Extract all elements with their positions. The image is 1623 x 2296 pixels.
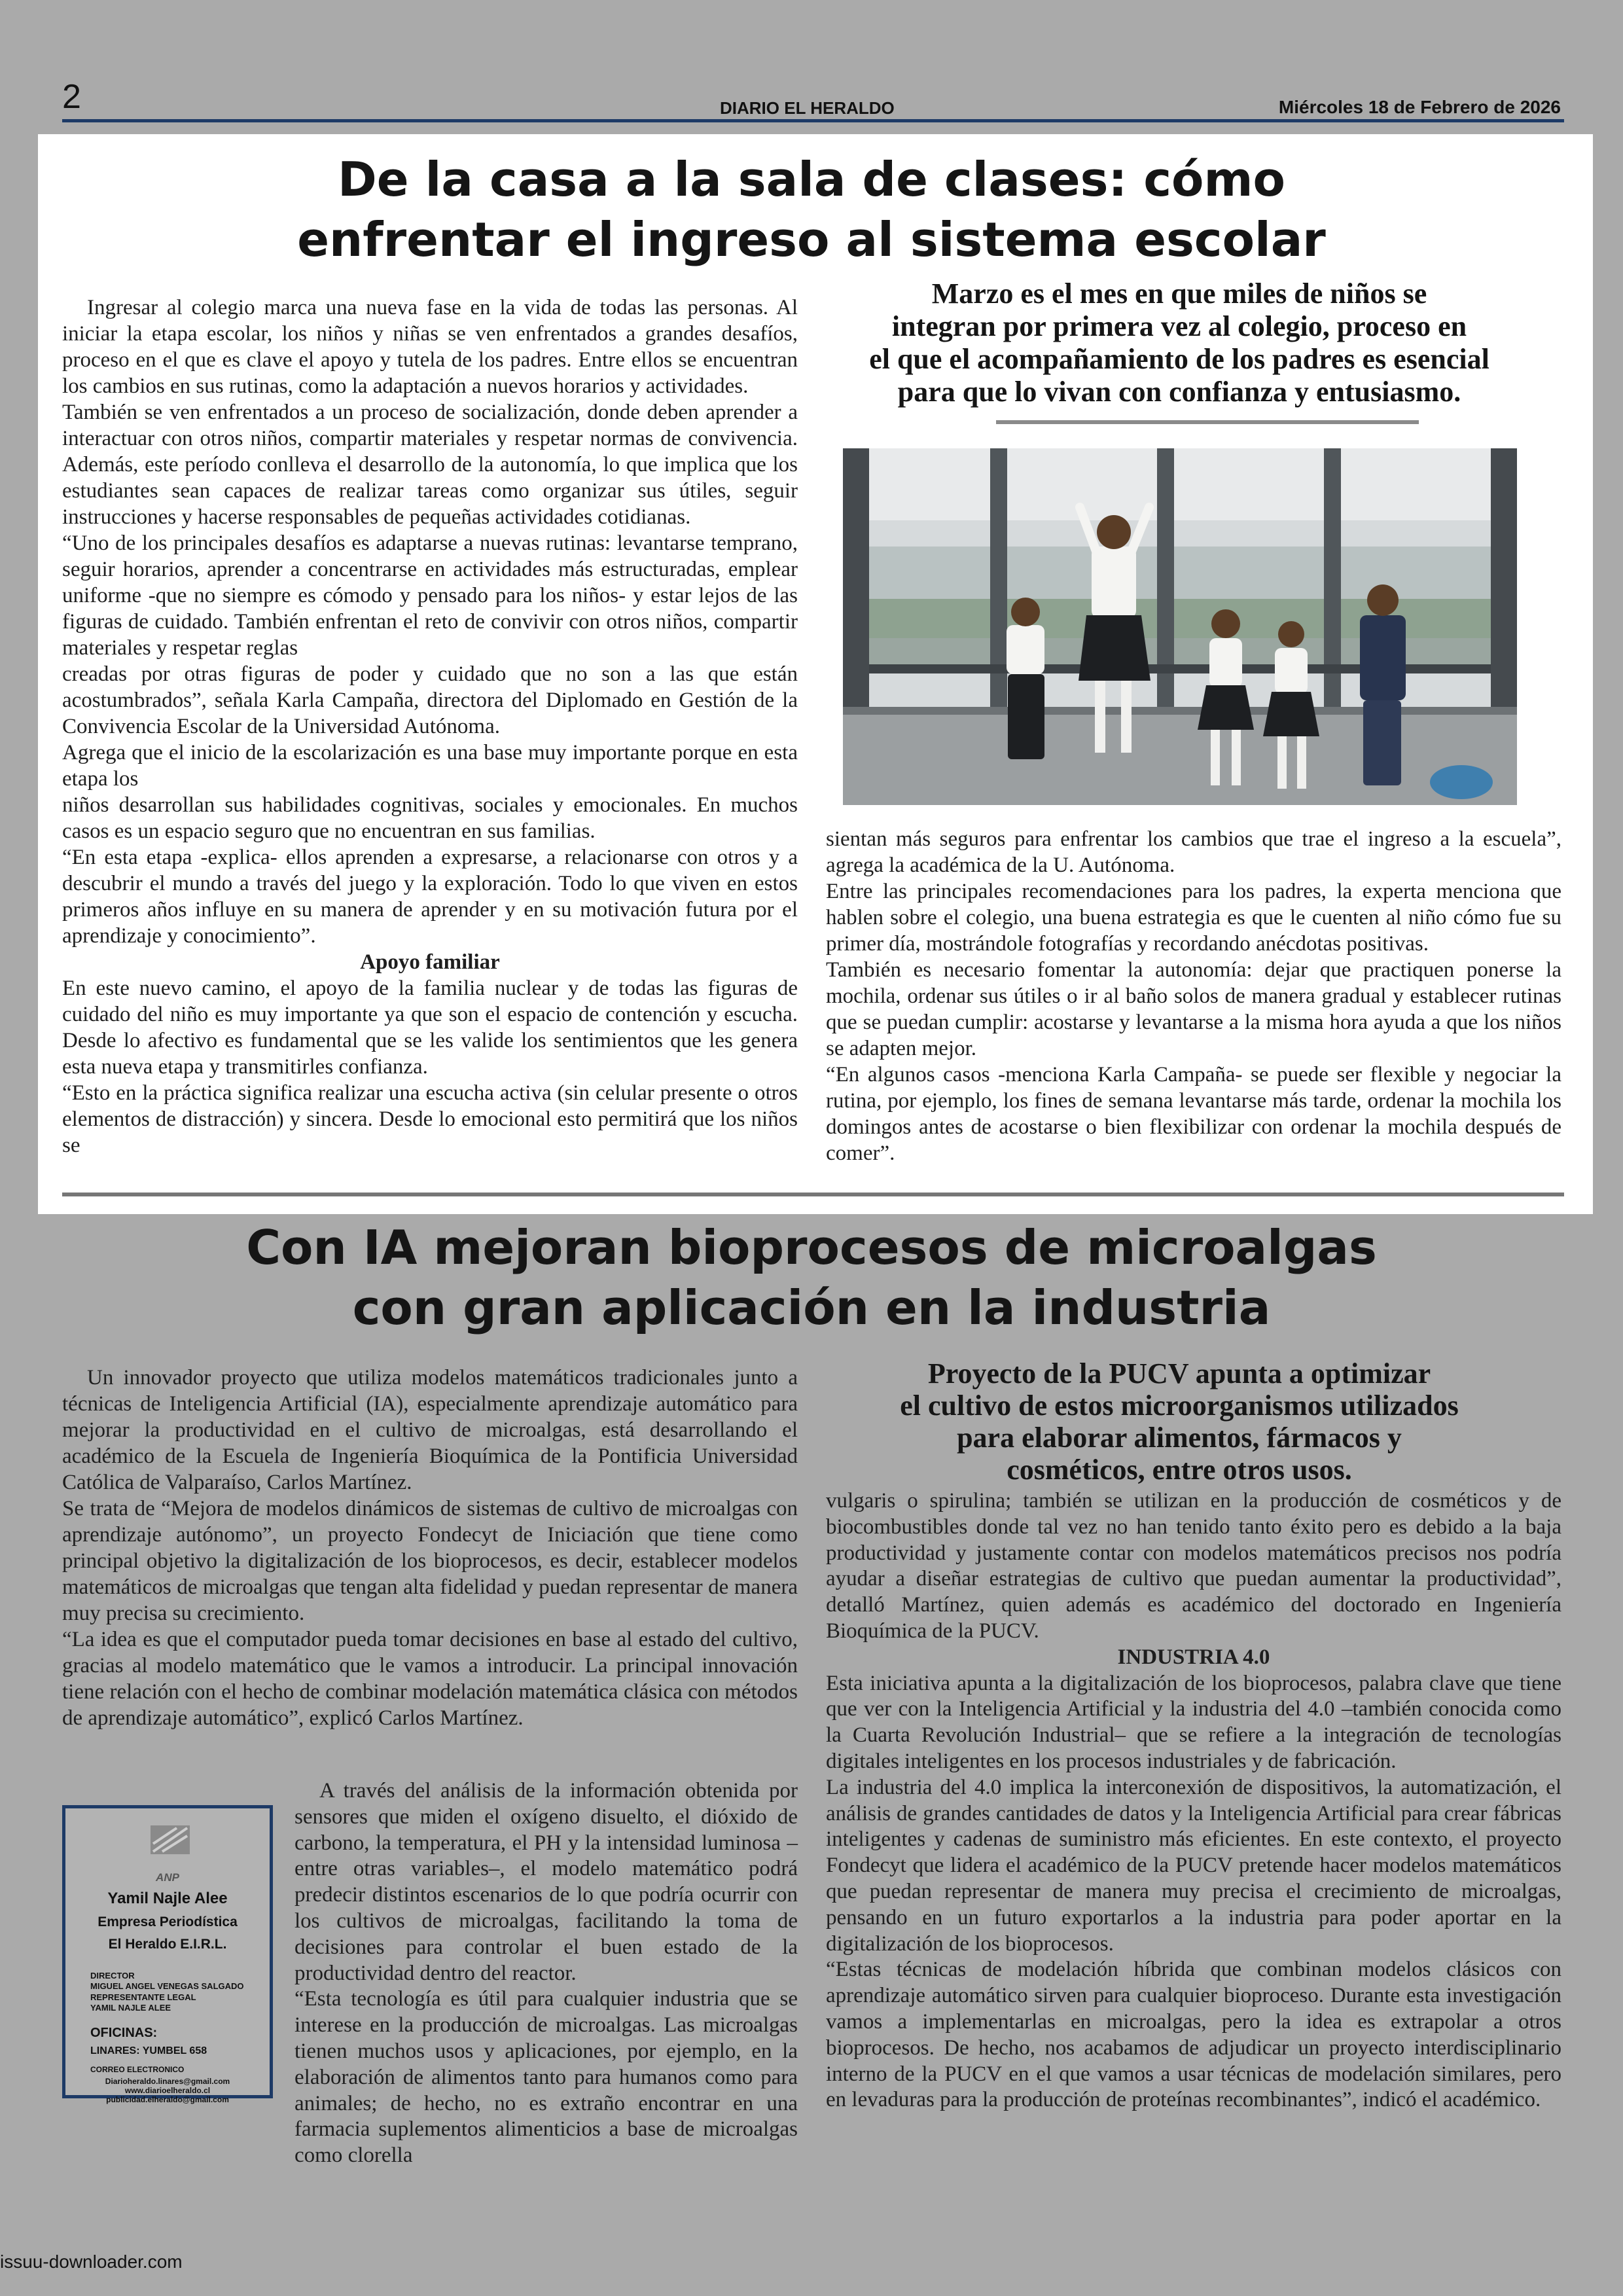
paragraph: Ingresar al colegio marca una nueva fase en la vida de todas las personas. Al iniciar la etapa escolar, los niños y niñas se ven enfrentados a grandes desafíos, proceso en el que es clave el apoyo y tutela de los padres. Entre ellos se encuentran los cambios en sus rutinas, como la adaptación a nuevos horarios y actividades.	[62, 296, 798, 398]
article2-column-left	[62, 1365, 798, 1731]
header-rule	[62, 119, 1564, 122]
director-name: MIGUEL ANGEL VENEGAS SALGADO	[90, 1981, 244, 1991]
paragraph: “En algunos casos -menciona Karla Campaña- se puede ser flexible y negociar la rutina, por ejemplo, los fines de semana levantarse más tarde, ordenar la mochila los domingos antes de acostarse o bien flexibilizar con ordenar la mochila después de comer”.	[826, 1063, 1561, 1165]
photo-illustration	[843, 448, 1517, 805]
article2-headline	[0, 1217, 1623, 1338]
paragraph: “Esto en la práctica significa realizar una escucha activa (sin celular presente o otros elementos de distracción) y sincera. Desde lo emocional esto permitirá que los niños se	[62, 1081, 798, 1157]
paragraph: A través del análisis de la información obtenida por sensores que miden el oxígeno disuelto, el dióxido de carbono, la temperatura, el PH y la intensidad luminosa –entre otras variables–, el modelo matemático podrá predecir distintos escenarios de lo que podría ocurrir con los cultivos de microalgas, facilitando la toma de decisiones para controlar el buen estado de la productividad dentro del reactor.	[294, 1779, 798, 1985]
children-window-photo	[843, 448, 1517, 805]
deck-line: el cultivo de estos microorganismos utilizados	[900, 1390, 1459, 1422]
headline-line: enfrentar el ingreso al sistema escolar	[297, 212, 1326, 267]
article2-deck	[826, 1357, 1533, 1486]
article2-column-right	[826, 1488, 1561, 2113]
article1-column-left	[62, 295, 798, 1158]
paragraph: “En esta etapa -explica- ellos aprenden a expresarse, a relacionarse con otros y a descubrir el mundo a través del juego y la exploración. Todo lo que viven en estos primeros años influye en su manera de aprender y en su motivación futura por el aprendizaje y conocimiento”.	[62, 846, 798, 948]
deck-line: el que el acompañamiento de los padres es esencial	[869, 343, 1489, 375]
deck-line: Marzo es el mes en que miles de niños se	[931, 278, 1427, 310]
paragraph: También es necesario fomentar la autonomía: dejar que practiquen ponerse la mochila, ordenar sus útiles o ir al baño solos de manera gradual y establecer rutinas que se puedan cumplir: acostarse y levantarse a la misma hora ayuda a que los niños se adapten mejor.	[826, 958, 1561, 1060]
email-contact: publicidad.elheraldo@gmail.com	[106, 2095, 229, 2104]
article1-headline	[0, 149, 1623, 270]
company-line: Empresa Periodística	[98, 1914, 238, 1929]
paragraph: “Esta tecnología es útil para cualquier industria que se interese en la producción de microalgas. Las microalgas tienen muchos usos y aplicaciones, por ejemplo, en la elaboración de alimentos tanto para humanos como para animales; de hecho, no es extraño encontrar en una farmacia suplementos alimenticios a base de microalgas como clorella	[294, 1987, 798, 2168]
offices-label: OFICINAS:	[90, 2026, 158, 2040]
deck-divider	[996, 420, 1419, 424]
website-link[interactable]: www.diarioelheraldo.cl	[124, 2086, 211, 2095]
company-line: El Heraldo E.I.R.L.	[108, 1937, 227, 1952]
deck-line: para elaborar alimentos, fármacos y	[957, 1422, 1402, 1454]
paragraph: Entre las principales recomendaciones para los padres, la experta menciona que hablen sobre el colegio, una buena estrategia es que le cuenten al niño cómo fue su primer día, mostrándole fotografías y recordando anécdotas positivas.	[826, 880, 1561, 956]
subheading: Apoyo familiar	[360, 950, 500, 974]
legal-label: REPRESENTANTE LEGAL	[90, 1992, 196, 2002]
anp-logo-icon	[144, 1823, 196, 1870]
subheading: INDUSTRIA 4.0	[1117, 1645, 1270, 1669]
paragraph: Agrega que el inicio de la escolarización es una base muy importante porque en esta etapa los	[62, 741, 798, 791]
article2-column-left-lower	[294, 1778, 798, 2169]
deck-line: cosméticos, entre otros usos.	[1007, 1454, 1352, 1486]
deck-line: para que lo vivan con confianza y entusiasmo.	[897, 376, 1461, 408]
paragraph: “Uno de los principales desafíos es adaptarse a nuevas rutinas: levantarse temprano, seguir horarios, aprender a concentrarse en actividades más estructuradas, emplear uniforme -que no siempre es cómodo y pensado para los niños- y estar lejos de las figuras de cuidado. También enfrentan el reto de convivir con otros niños, compartir materiales y respetar reglas	[62, 531, 798, 660]
headline-line: De la casa a la sala de clases: cómo	[338, 152, 1285, 207]
issue-date: Miércoles 18 de Febrero de 2026	[1278, 97, 1561, 117]
headline-line: con gran aplicación en la industria	[352, 1280, 1271, 1335]
watermark: issuu-downloader.com	[0, 2251, 183, 2272]
section-divider	[62, 1193, 1564, 1196]
director-label: DIRECTOR	[90, 1971, 135, 1981]
offices-value: LINARES: YUMBEL 658	[90, 2045, 207, 2056]
newspaper-name: DIARIO EL HERALDO	[720, 98, 895, 118]
page-number: 2	[62, 78, 81, 116]
paragraph: Esta iniciativa apunta a la digitalización de los bioprocesos, palabra clave que tiene que ver con la Inteligencia Artificial y la industria del 4.0 –también conocida como la Cuarta Revolución Industrial– que se refiere a la integración de tecnologías digitales inteligentes en los procesos industriales y de fabricación.	[826, 1671, 1561, 1773]
article1-deck	[826, 278, 1533, 408]
masthead-box	[62, 1805, 273, 2104]
paragraph: En este nuevo camino, el apoyo de la familia nuclear y de todas las figuras de cuidado del niño es muy importante ya que son el espacio de contención y escucha. Desde lo afectivo es fundamental que se les valide los sentimientos que les genera esta nueva etapa y transmitirles confianza.	[62, 977, 798, 1079]
email-contact: Diarioheraldo.linares@gmail.com	[105, 2077, 230, 2086]
deck-line: integran por primera vez al colegio, proceso en	[891, 310, 1467, 342]
legal-name: YAMIL NAJLE ALEE	[90, 2003, 171, 2013]
paragraph: niños desarrollan sus habilidades cognitivas, sociales y emocionales. En muchos casos es un espacio seguro que no encuentran en sus familias.	[62, 793, 798, 843]
paragraph: Un innovador proyecto que utiliza modelos matemáticos tradicionales junto a técnicas de Inteligencia Artificial (IA), especialmente aprendizaje automático para mejorar la productividad en el cultivo de microalgas, está desarrollando el académico de la Escuela de Ingeniería Bioquímica de la Pontificia Universidad Católica de Valparaíso, Carlos Martínez.	[62, 1366, 798, 1494]
paragraph: creadas por otras figuras de poder y cuidado que no son a las que están acostumbrados”, señala Karla Campaña, directora del Diplomado en Gestión de la Convivencia Escolar de la Universidad Autónoma.	[62, 662, 798, 738]
paragraph: “Estas técnicas de modelación híbrida que combinan modelos clásicos con aprendizaje automático sirven para cualquier bioproceso. Durante esta investigación vamos a implementarlas en microalgas, pero la idea es extrapolar a otros bioprocesos. De hecho, nos acabamos de adjudicar un proyecto interdisciplinario interno de la PUCV en el que vamos a usar técnicas de modelación similares, pero en levaduras para la producción de proteínas recombinantes”, indicó el académico.	[826, 1958, 1561, 2112]
logo-text: ANP	[156, 1871, 179, 1884]
deck-line: Proyecto de la PUCV apunta a optimizar	[927, 1357, 1431, 1390]
paragraph: vulgaris o spirulina; también se utilizan en la producción de cosméticos y de biocombustibles donde tal vez no han tenido tanto éxito pero es debido a la baja productividad y justamente contar con modelos matemáticos precisos nos podría ayudar a diseñar estrategias de cultivo que puedan aumentar la productividad”, detalló Martínez, quien además es académico del doctorado en Ingeniería Bioquímica de la PUCV.	[826, 1489, 1561, 1643]
owner-name: Yamil Najle Alee	[107, 1890, 228, 1907]
headline-line: Con IA mejoran bioprocesos de microalgas	[246, 1220, 1377, 1275]
paragraph: “La idea es que el computador pueda tomar decisiones en base al estado del cultivo, gracias al modelo matemático que le vamos a introducir. La principal innovación tiene relación con el hecho de combinar modelación matemática clásica con métodos de aprendizaje automático”, explicó Carlos Martínez.	[62, 1628, 798, 1730]
article1-column-right	[826, 826, 1561, 1166]
paragraph: Se trata de “Mejora de modelos dinámicos de sistemas de cultivo de microalgas con aprendizaje autónomo”, un proyecto Fondecyt de Iniciación que tiene como principal objetivo la digitalización de los bioprocesos, es decir, establecer modelos matemáticos de microalgas que tengan alta fidelidad y puedan representar de manera muy precisa su crecimiento.	[62, 1497, 798, 1625]
paragraph: La industria del 4.0 implica la interconexión de dispositivos, la automatización, el análisis de grandes cantidades de datos y la Inteligencia Artificial para crear fábricas inteligentes y cadenas de suministro más eficientes. En este contexto, el proyecto Fondecyt que lidera el académico de la PUCV pretende hacer modelos matemáticos que puedan representar de manera muy precisa el crecimiento de microalgas, pensando en un futuro exportarlos a la industria para poder aportar en la digitalización de los bioprocesos.	[826, 1775, 1561, 1956]
paragraph: sientan más seguros para enfrentar los cambios que trae el ingreso a la escuela”, agrega la académica de la U. Autónoma.	[826, 827, 1561, 877]
email-label: CORREO ELECTRONICO	[90, 2065, 185, 2074]
paragraph: También se ven enfrentados a un proceso de socialización, donde deben aprender a interactuar con otros niños, compartir materiales y respetar normas de convivencia. Además, este período conlleva el desarrollo de la autonomía, lo que implica que los estudiantes sean capaces de realizar tareas como organizar sus útiles, seguir instrucciones y hacerse responsables de pequeñas actividades cotidianas.	[62, 401, 798, 529]
